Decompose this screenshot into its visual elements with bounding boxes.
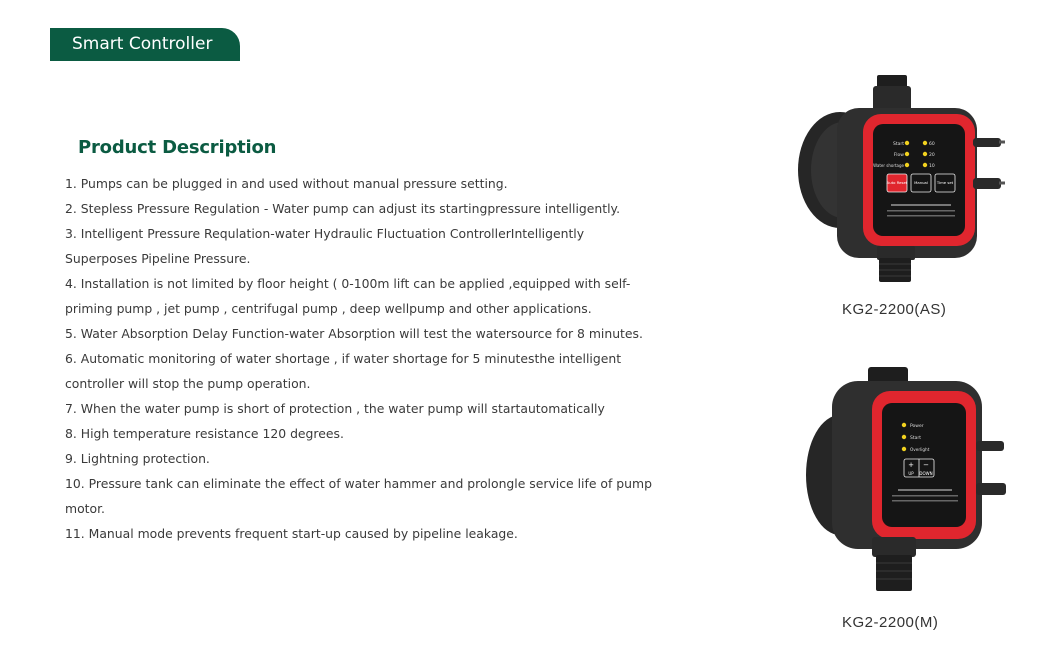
panel-label: Flow bbox=[893, 153, 904, 158]
panel-value: 20 bbox=[929, 153, 935, 158]
panel-label: Overlight bbox=[910, 447, 930, 452]
minus-icon: − bbox=[923, 461, 929, 469]
panel-label: Water shortage bbox=[873, 163, 904, 168]
manual-button-label: Manual bbox=[914, 180, 928, 185]
desc-line: priming pump , jet pump , centrifugal pump , deep wellpump and other applications. bbox=[65, 301, 592, 316]
plus-icon: + bbox=[908, 461, 914, 469]
desc-line: controller will stop the pump operation. bbox=[65, 376, 311, 391]
panel-value: 60 bbox=[929, 142, 935, 147]
desc-line: 9. Lightning protection. bbox=[65, 451, 210, 466]
panel-label: Power bbox=[910, 424, 924, 429]
panel-label: Start bbox=[910, 436, 921, 441]
down-button-label: DOWN bbox=[919, 471, 933, 476]
desc-line: 3. Intelligent Pressure Requlation-water Hydraulic Fluctuation ControllerIntelligently bbox=[65, 226, 585, 241]
product-image-kg2-2200-as bbox=[795, 70, 1005, 290]
desc-line: 11. Manual mode prevents frequent start-up caused by pipeline leakage. bbox=[65, 526, 518, 541]
section-header-tab: Smart Controller bbox=[50, 28, 240, 61]
desc-line: 4. Installation is not limited by floor height ( 0-100m lift can be applied ,equipped with self- bbox=[65, 276, 631, 291]
desc-line: motor. bbox=[65, 501, 105, 516]
product-description-title: Product Description bbox=[78, 137, 277, 158]
panel-label: Start bbox=[893, 142, 904, 147]
product-model-caption: KG2-2200(AS) bbox=[842, 301, 947, 318]
auto-reset-button-label: Auto Reset bbox=[886, 180, 908, 185]
desc-line: Superposes Pipeline Pressure. bbox=[65, 251, 251, 266]
desc-line: 10. Pressure tank can eliminate the effect of water hammer and prolongle service life of pump bbox=[65, 476, 652, 491]
desc-line: 7. When the water pump is short of protection , the water pump will startautomatically bbox=[65, 401, 605, 416]
desc-line: 2. Stepless Pressure Regulation - Water pump can adjust its startingpressure intelligently. bbox=[65, 201, 621, 216]
desc-line: 6. Automatic monitoring of water shortage , if water shortage for 5 minutesthe intelligent bbox=[65, 351, 622, 366]
panel-value: 10 bbox=[929, 164, 935, 169]
product-image-kg2-2200-m bbox=[800, 365, 1010, 605]
time-set-button-label: Time set bbox=[936, 180, 954, 185]
desc-line: 8. High temperature resistance 120 degrees. bbox=[65, 426, 344, 441]
product-model-caption: KG2-2200(M) bbox=[842, 614, 939, 631]
desc-line: 5. Water Absorption Delay Function-water Absorption will test the watersource for 8 minutes. bbox=[65, 326, 643, 341]
description-list bbox=[65, 171, 665, 546]
up-button-label: UP bbox=[908, 471, 914, 476]
desc-line: 1. Pumps can be plugged in and used without manual pressure setting. bbox=[65, 176, 508, 191]
